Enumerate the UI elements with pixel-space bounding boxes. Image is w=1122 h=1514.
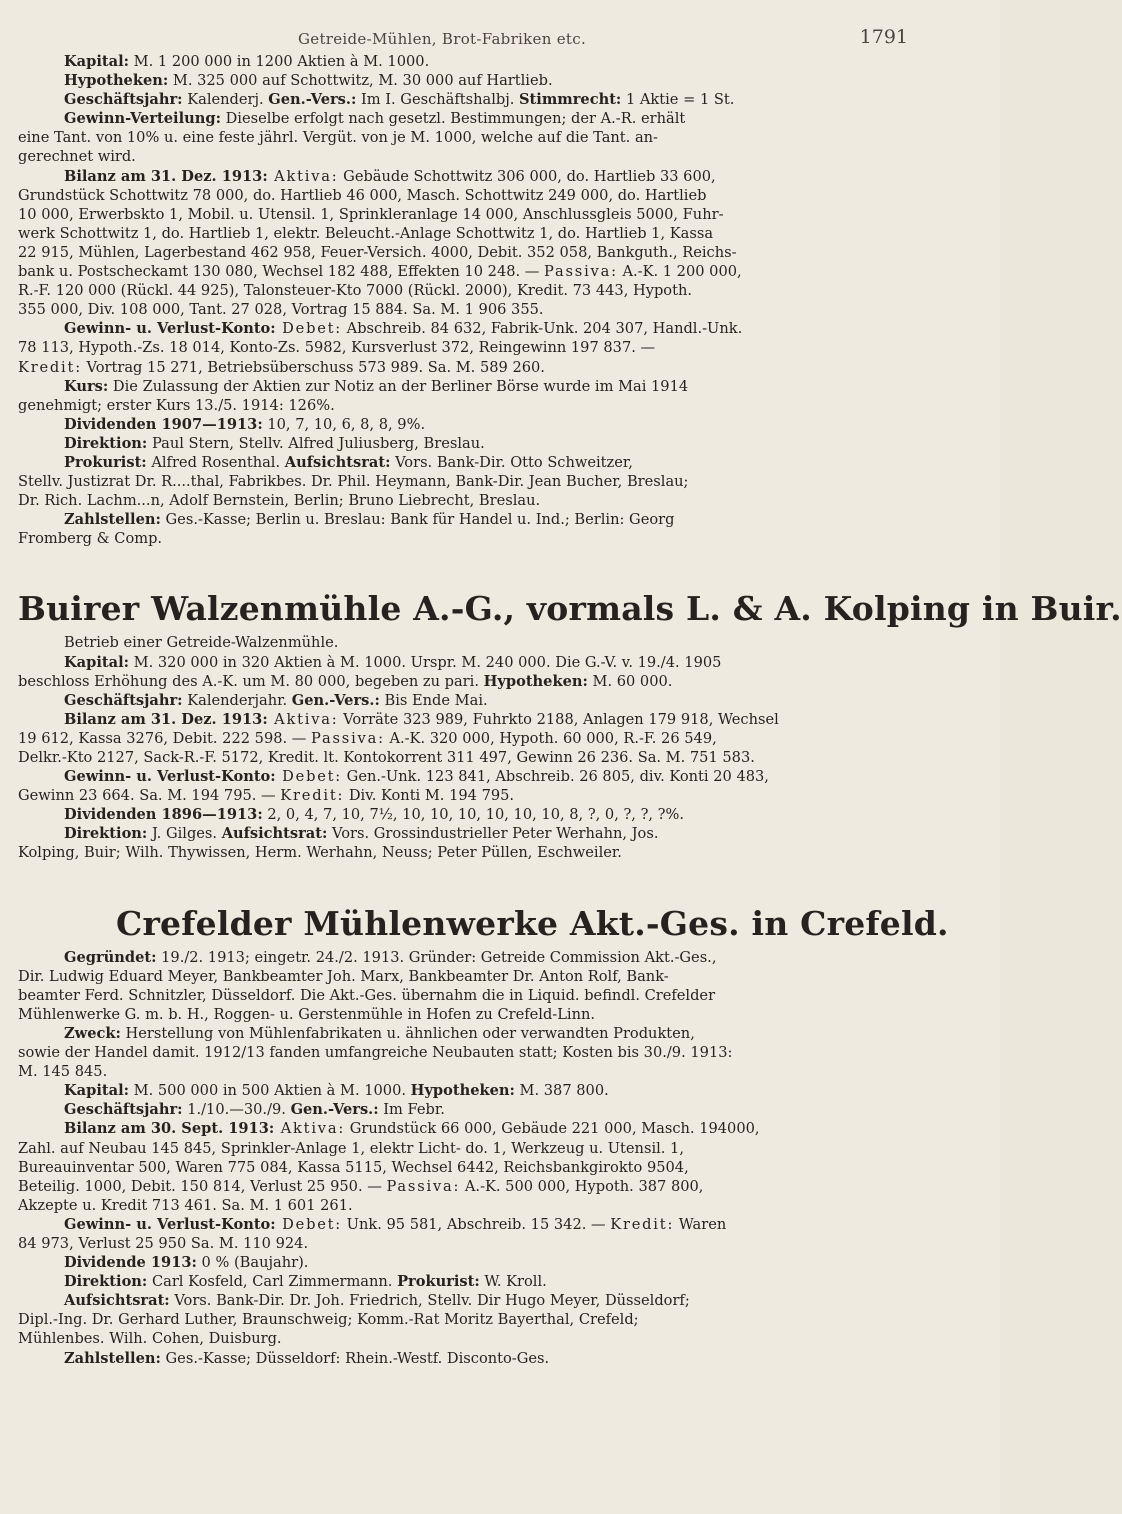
field-label: Gewinn- u. Verlust-Konto:	[64, 320, 276, 338]
spaced-label: Kredit:	[610, 1215, 675, 1233]
page-number: 1791	[859, 26, 908, 48]
line-text: sowie der Handel damit. 1912/13 fanden umfangreiche Neubauten statt; Kosten bis 30./9. 1913:	[18, 1044, 733, 1062]
section-gap	[18, 863, 906, 904]
field-label: Hypotheken:	[410, 1082, 515, 1100]
line-text: werk Schottwitz 1, do. Hartlieb 1, elektr. Beleucht.-Anlage Schottwitz 1, do. Hartlieb 1, Kassa	[18, 224, 714, 242]
line-text: Grundstück 66 000, Gebäude 221 000, Masch. 194000,	[345, 1120, 760, 1138]
line-text: Abschreib. 84 632, Fabrik-Unk. 204 307, Handl.-Unk.	[342, 320, 743, 338]
text-line	[18, 491, 906, 510]
line-text: Paul Stern, Stellv. Alfred Juliusberg, Breslau.	[147, 434, 485, 452]
line-text: Vors. Bank-Dir. Otto Schweitzer,	[390, 453, 633, 471]
text-line	[18, 767, 906, 786]
line-text: 10, 7, 10, 6, 8, 8, 9%.	[262, 415, 426, 433]
field-label: Dividenden 1896—1913:	[64, 806, 263, 824]
line-text: 10 000, Erwerbskto 1, Mobil. u. Utensil. 1, Sprinkleranlage 14 000, Anschlussgleis 5000, Fuhr-	[18, 205, 724, 223]
field-label: Stimmrecht:	[519, 91, 622, 109]
field-label: Gewinn- u. Verlust-Konto:	[64, 1215, 276, 1233]
line-text: J. Gilges.	[147, 825, 222, 843]
line-text: 22 915, Mühlen, Lagerbestand 462 958, Feuer-Versich. 4000, Debit. 352 058, Bankguth., Reichs-	[18, 243, 737, 261]
line-text: Bis Ende Mai.	[379, 691, 488, 709]
field-label: Kapital:	[64, 53, 130, 70]
line-text: Mühlenwerke G. m. b. H., Roggen- u. Gerstenmühle in Hofen zu Crefeld-Linn.	[18, 1005, 596, 1023]
spaced-label: Aktiva:	[267, 710, 339, 728]
field-label: Geschäftsjahr:	[64, 91, 183, 109]
field-label: Gewinn- u. Verlust-Konto:	[64, 768, 276, 786]
line-text: A.-K. 1 200 000,	[617, 263, 742, 281]
spaced-label: Debet:	[275, 768, 343, 786]
text-line	[18, 396, 906, 415]
text-line	[18, 653, 906, 672]
field-label: Gewinn-Verteilung:	[64, 110, 221, 128]
line-text: Kalenderjahr.	[182, 691, 292, 709]
line-text: Stellv. Justizrat Dr. R....thal, Fabrikbes. Dr. Phil. Heymann, Bank-Dir. Jean Bucher, Breslau;	[18, 473, 689, 491]
text-line	[18, 52, 906, 71]
line-text: Herstellung von Mühlenfabrikaten u. ähnlichen oder verwandten Produkten,	[120, 1024, 695, 1042]
line-text: A.-K. 320 000, Hypoth. 60 000, R.-F. 26 549,	[384, 729, 717, 747]
field-label: Hypotheken:	[64, 72, 169, 90]
line-text: 78 113, Hypoth.-Zs. 18 014, Konto-Zs. 5982, Kursverlust 372, Reingewinn 197 837. —	[18, 339, 656, 357]
field-label: Bilanz am 31. Dez. 1913:	[64, 167, 268, 185]
line-text: Zahl. auf Neubau 145 845, Sprinkler-Anlage 1, elektr Licht- do. 1, Werkzeug u. Utensil. 1,	[18, 1139, 684, 1157]
field-label: Aufsichtsrat:	[64, 1292, 170, 1310]
text-line	[18, 1291, 906, 1310]
line-text: M. 1 200 000 in 1200 Aktien à M. 1000.	[129, 53, 430, 70]
text-line	[18, 1272, 906, 1291]
line-text: Ges.-Kasse; Düsseldorf: Rhein.-Westf. Disconto-Ges.	[160, 1349, 550, 1367]
text-line	[18, 71, 906, 90]
spaced-label: Passiva:	[544, 263, 618, 281]
line-text: Dipl.-Ing. Dr. Gerhard Luther, Braunschweig; Komm.-Rat Moritz Bayerthal, Crefeld;	[18, 1311, 639, 1329]
line-text: Akzepte u. Kredit 713 461. Sa. M. 1 601 261.	[18, 1196, 353, 1214]
text-line	[18, 824, 906, 843]
line-text: A.-K. 500 000, Hypoth. 387 800,	[460, 1177, 704, 1195]
field-label: Direktion:	[64, 825, 148, 843]
line-text: 1 Aktie = 1 St.	[621, 91, 735, 109]
line-text: Vors. Bank-Dir. Dr. Joh. Friedrich, Stellv. Dir Hugo Meyer, Düsseldorf;	[169, 1292, 690, 1310]
field-label: Gen.-Vers.:	[290, 1101, 379, 1119]
section-entry-crefelder	[18, 948, 906, 1368]
field-label: Geschäftsjahr:	[64, 691, 183, 709]
text-line	[18, 1062, 906, 1081]
line-text: Carl Kosfeld, Carl Zimmermann.	[147, 1273, 398, 1291]
line-text: M. 60 000.	[587, 672, 673, 690]
text-line	[18, 510, 906, 529]
text-line	[18, 128, 906, 147]
text-line	[18, 319, 906, 338]
line-text: Ges.-Kasse; Berlin u. Breslau: Bank für Handel u. Ind.; Berlin: Georg	[160, 511, 675, 529]
line-text: M. 325 000 auf Schottwitz, M. 30 000 auf Hartlieb.	[168, 72, 553, 90]
line-text: Gewinn 23 664. Sa. M. 194 795. —	[18, 787, 281, 805]
text-line	[18, 186, 906, 205]
text-line	[18, 1043, 906, 1062]
field-label: Kapital:	[64, 1082, 130, 1100]
line-text: 84 973, Verlust 25 950 Sa. M. 110 924.	[18, 1234, 309, 1252]
field-label: Prokurist:	[64, 453, 147, 471]
field-label: Gen.-Vers.:	[268, 91, 357, 109]
text-line	[18, 1005, 906, 1024]
line-text: M. 500 000 in 500 Aktien à M. 1000.	[129, 1082, 411, 1100]
line-text: beamter Ferd. Schnitzler, Düsseldorf. Die Akt.-Ges. übernahm die in Liquid. befindl. Crefelder	[18, 986, 716, 1004]
field-label: Hypotheken:	[483, 672, 588, 690]
spaced-label: Kredit:	[280, 787, 345, 805]
line-text: Unk. 95 581, Abschreib. 15 342. —	[342, 1215, 611, 1233]
line-text: Delkr.-Kto 2127, Sack-R.-F. 5172, Kredit. lt. Kontokorrent 311 497, Gewinn 26 236. Sa. M. 751 583.	[18, 749, 755, 766]
text-line	[18, 672, 906, 691]
line-text: Div. Konti M. 194 795.	[344, 787, 515, 805]
text-line	[18, 1081, 906, 1100]
text-line	[18, 147, 906, 166]
text-line	[18, 434, 906, 453]
spaced-label: Debet:	[275, 320, 343, 338]
text-line	[18, 729, 906, 748]
text-line	[18, 262, 906, 281]
text-line	[18, 1158, 906, 1177]
line-text: Beteilig. 1000, Debit. 150 814, Verlust 25 950. —	[18, 1177, 387, 1195]
field-label: Prokurist:	[397, 1273, 480, 1291]
text-line	[18, 1100, 906, 1119]
text-line	[18, 529, 906, 548]
field-label: Dividende 1913:	[64, 1254, 197, 1272]
field-label: Aufsichtsrat:	[221, 825, 328, 843]
running-header	[18, 26, 908, 52]
running-title: Getreide-Mühlen, Brot-Fabriken etc.	[298, 30, 587, 48]
text-line	[18, 1139, 906, 1158]
line-text: beschloss Erhöhung des A.-K. um M. 80 000, begeben zu pari.	[18, 672, 484, 690]
line-text: Vortrag 15 271, Betriebsüberschuss 573 989. Sa. M. 589 260.	[81, 358, 545, 376]
text-line	[18, 167, 906, 186]
text-line	[18, 1349, 906, 1368]
spaced-label: Aktiva:	[267, 167, 339, 185]
text-line	[18, 109, 906, 128]
line-text: Dir. Ludwig Eduard Meyer, Bankbeamter Joh. Marx, Bankbeamter Dr. Anton Rolf, Bank-	[18, 967, 669, 985]
text-line	[18, 243, 906, 262]
spaced-label: Passiva:	[386, 1177, 461, 1195]
line-text: 19 612, Kassa 3276, Debit. 222 598. —	[18, 729, 312, 747]
field-label: Zahlstellen:	[64, 511, 161, 529]
spaced-label: Debet:	[275, 1215, 343, 1233]
line-text: W. Kroll.	[479, 1273, 547, 1291]
section-gap	[18, 548, 906, 589]
text-line	[18, 986, 906, 1005]
line-text: 355 000, Div. 108 000, Tant. 27 028, Vortrag 15 884. Sa. M. 1 906 355.	[18, 301, 544, 319]
field-label: Gegründet:	[64, 948, 157, 966]
line-text: M. 387 800.	[514, 1082, 609, 1100]
line-text: Grundstück Schottwitz 78 000, do. Hartlieb 46 000, Masch. Schottwitz 249 000, do. Hartlieb	[18, 186, 707, 204]
text-line	[18, 633, 906, 652]
line-text: M. 320 000 in 320 Aktien à M. 1000. Urspr. M. 240 000. Die G.-V. v. 19./4. 1905	[129, 653, 722, 671]
section-entry-1	[18, 52, 906, 548]
line-text: 1./10.—30./9.	[182, 1101, 291, 1119]
line-text: eine Tant. von 10% u. eine feste jährl. Vergüt. von je M. 1000, welche auf die Tant. an-	[18, 129, 658, 147]
text-line	[18, 453, 906, 472]
text-line	[18, 90, 906, 109]
line-text: Fromberg & Comp.	[18, 530, 163, 548]
text-line	[18, 843, 906, 862]
line-text: Dr. Rich. Lachm...n, Adolf Bernstein, Berlin; Bruno Liebrecht, Breslau.	[18, 492, 541, 510]
field-label: Zahlstellen:	[64, 1349, 161, 1367]
text-line	[18, 224, 906, 243]
spaced-label: Passiva:	[311, 729, 385, 747]
line-text: M. 145 845.	[18, 1063, 108, 1081]
spaced-label: Aktiva:	[274, 1120, 346, 1138]
text-line	[18, 786, 906, 805]
text-line	[18, 338, 906, 357]
line-text: Im Febr.	[378, 1101, 445, 1119]
text-line	[18, 691, 906, 710]
text-line	[18, 415, 906, 434]
text-line	[18, 1253, 906, 1272]
line-text: gerechnet wird.	[18, 148, 136, 166]
line-text: bank u. Postscheckamt 130 080, Wechsel 182 488, Effekten 10 248. —	[18, 263, 545, 281]
text-line	[18, 1119, 906, 1138]
text-line	[18, 1329, 906, 1348]
line-text: Vors. Grossindustrieller Peter Werhahn, Jos.	[327, 825, 659, 843]
text-line	[18, 281, 906, 300]
text-line	[18, 358, 906, 377]
line-text: Bureauinventar 500, Waren 775 084, Kassa 5115, Wechsel 6442, Reichsbankgirokto 9504,	[18, 1158, 689, 1176]
text-line	[18, 805, 906, 824]
line-text: genehmigt; erster Kurs 13./5. 1914: 126%.	[18, 396, 335, 414]
field-label: Bilanz am 30. Sept. 1913:	[64, 1120, 275, 1138]
field-label: Zweck:	[64, 1024, 121, 1042]
line-text: Waren	[674, 1215, 727, 1233]
text-line	[18, 710, 906, 729]
line-text: R.-F. 120 000 (Rückl. 44 925), Talonsteuer-Kto 7000 (Rückl. 2000), Kredit. 73 443, Hypoth.	[18, 282, 692, 300]
line-text: 2, 0, 4, 7, 10, 7½, 10, 10, 10, 10, 10, 10, 8, ?, 0, ?, ?, ?%.	[262, 806, 685, 824]
field-label: Dividenden 1907—1913:	[64, 415, 263, 433]
field-label: Direktion:	[64, 1273, 148, 1291]
text-line	[18, 967, 906, 986]
text-line	[18, 205, 906, 224]
text-line	[18, 300, 906, 319]
line-text: Dieselbe erfolgt nach gesetzl. Bestimmungen; der A.-R. erhält	[220, 110, 686, 128]
section-heading-buirer: Buirer Walzenmühle A.-G., vormals L. & A. Kolping in Buir.	[18, 589, 1122, 629]
line-text: Kolping, Buir; Wilh. Thywissen, Herm. Werhahn, Neuss; Peter Püllen, Eschweiler.	[18, 844, 622, 862]
field-label: Kapital:	[64, 653, 130, 671]
text-line	[18, 1196, 906, 1215]
field-label: Gen.-Vers.:	[291, 691, 380, 709]
line-text: Mühlenbes. Wilh. Cohen, Duisburg.	[18, 1330, 282, 1348]
field-label: Kurs:	[64, 377, 109, 395]
text-line	[18, 1310, 906, 1329]
text-line	[18, 472, 906, 491]
text-line	[18, 948, 906, 967]
text-line	[18, 1177, 906, 1196]
section-entry-buirer	[18, 633, 906, 862]
spaced-label: Kredit:	[18, 358, 82, 376]
line-text: Gebäude Schottwitz 306 000, do. Hartlieb 33 600,	[338, 167, 716, 185]
field-label: Bilanz am 31. Dez. 1913:	[64, 710, 268, 728]
line-text: Im I. Geschäftshalbj.	[356, 91, 520, 109]
text-line	[18, 1215, 906, 1234]
field-label: Geschäftsjahr:	[64, 1101, 183, 1119]
text-line	[18, 748, 906, 767]
text-line	[18, 1024, 906, 1043]
text-line	[18, 377, 906, 396]
text-line	[18, 1234, 906, 1253]
line-text: 19./2. 1913; eingetr. 24./2. 1913. Gründer: Getreide Commission Akt.-Ges.,	[156, 948, 717, 966]
line-text: Vorräte 323 989, Fuhrkto 2188, Anlagen 179 918, Wechsel	[338, 710, 779, 728]
line-text: Betrieb einer Getreide-Walzenmühle.	[64, 634, 339, 652]
line-text: Gen.-Unk. 123 841, Abschreib. 26 805, div. Konti 20 483,	[342, 768, 769, 786]
line-text: Kalenderj.	[182, 91, 269, 109]
field-label: Aufsichtsrat:	[284, 453, 391, 471]
section-heading-crefelder: Crefelder Mühlenwerke Akt.-Ges. in Crefeld.	[116, 903, 949, 943]
line-text: Alfred Rosenthal.	[146, 453, 285, 471]
line-text: 0 % (Baujahr).	[196, 1254, 309, 1272]
line-text: Die Zulassung der Aktien zur Notiz an der Berliner Börse wurde im Mai 1914	[108, 377, 689, 395]
field-label: Direktion:	[64, 434, 148, 452]
